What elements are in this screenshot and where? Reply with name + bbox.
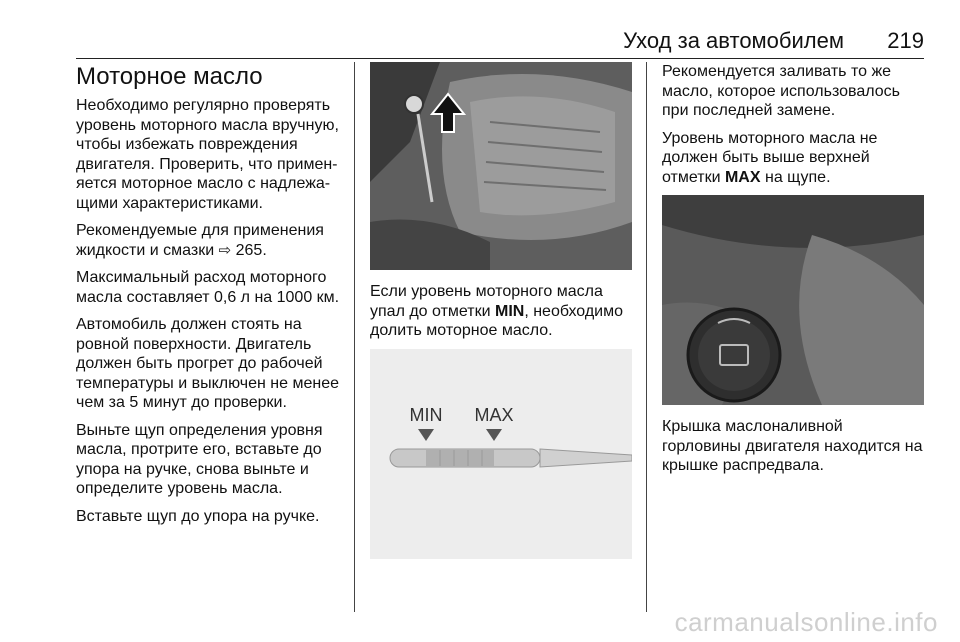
- paragraph-text: Рекомендуемые для применения жидкости и смазки: [76, 222, 324, 259]
- paragraph-same-oil: Рекомендуется заливать то же масло, которое использовалось при последней замене.: [662, 63, 900, 119]
- page-reference-icon: ⇨: [218, 240, 232, 259]
- column-2: [370, 62, 632, 571]
- section-title: Моторное масло: [76, 63, 263, 90]
- paragraph-remove-dipstick: Выньте щуп определения уровня масла, протрите его, вставьте до упора на ручке, снова выньте и определите уровень масла.: [76, 421, 323, 497]
- dipstick-illustration: [370, 349, 632, 559]
- column-separator: [354, 62, 355, 612]
- paragraph-text: на щупе.: [760, 168, 831, 186]
- caption-text: Если уровень моторного масла упал до отметки: [370, 283, 603, 320]
- caption-text: , необходимо долить моторное масло.: [370, 302, 624, 339]
- header-title: Уход за автомобилем: [623, 28, 844, 53]
- caption-filler-cap: Крышка маслоналивной горловины двигателя находится на крышке распредвала.: [662, 418, 923, 474]
- max-mark-label: MAX: [724, 168, 761, 186]
- paragraph-recommended-fluids: [76, 221, 348, 260]
- paragraph-insert-dipstick: Вставьте щуп до упора на ручке.: [76, 507, 320, 525]
- paragraph-oil-level-max: [662, 129, 926, 188]
- watermark: carmanualsonline.info: [674, 607, 938, 637]
- min-mark-label: MIN: [494, 302, 525, 320]
- dipstick-min-label: MIN: [409, 404, 443, 425]
- paragraph-max-consumption: Максимальный расход моторного масла составляет 0,6 л на 1000 км.: [76, 269, 340, 306]
- dipstick-max-label: MAX: [474, 404, 514, 425]
- page-number: 219: [887, 28, 924, 53]
- column-separator: [646, 62, 647, 612]
- paragraph-vehicle-level: Автомобиль должен стоять на ровной поверхности. Двигатель должен быть прогрет до рабочей температуры и выключен не менее чем за 5 минут до проверки.: [76, 316, 339, 411]
- column-3: [662, 62, 926, 484]
- caption-oil-low: [370, 282, 632, 341]
- max-marker-icon: [486, 429, 502, 441]
- paragraph-check-oil: Необходимо регулярно проверять уровень моторного масла вручную, чтобы избежать повреждения двигателя. Проверить, что примен-яется моторное масло с надлежа-щими характеристиками.: [76, 97, 339, 212]
- min-marker-icon: [418, 429, 434, 441]
- arrow-up-icon: [370, 62, 632, 270]
- engine-bay-photo: [370, 62, 632, 270]
- column-1: [76, 62, 348, 534]
- page-header: [76, 28, 924, 59]
- page-reference-number: 265.: [235, 241, 267, 259]
- oil-filler-cap-photo: [662, 195, 924, 405]
- paragraph-text: Уровень моторного масла не должен быть выше верхней отметки: [662, 129, 878, 186]
